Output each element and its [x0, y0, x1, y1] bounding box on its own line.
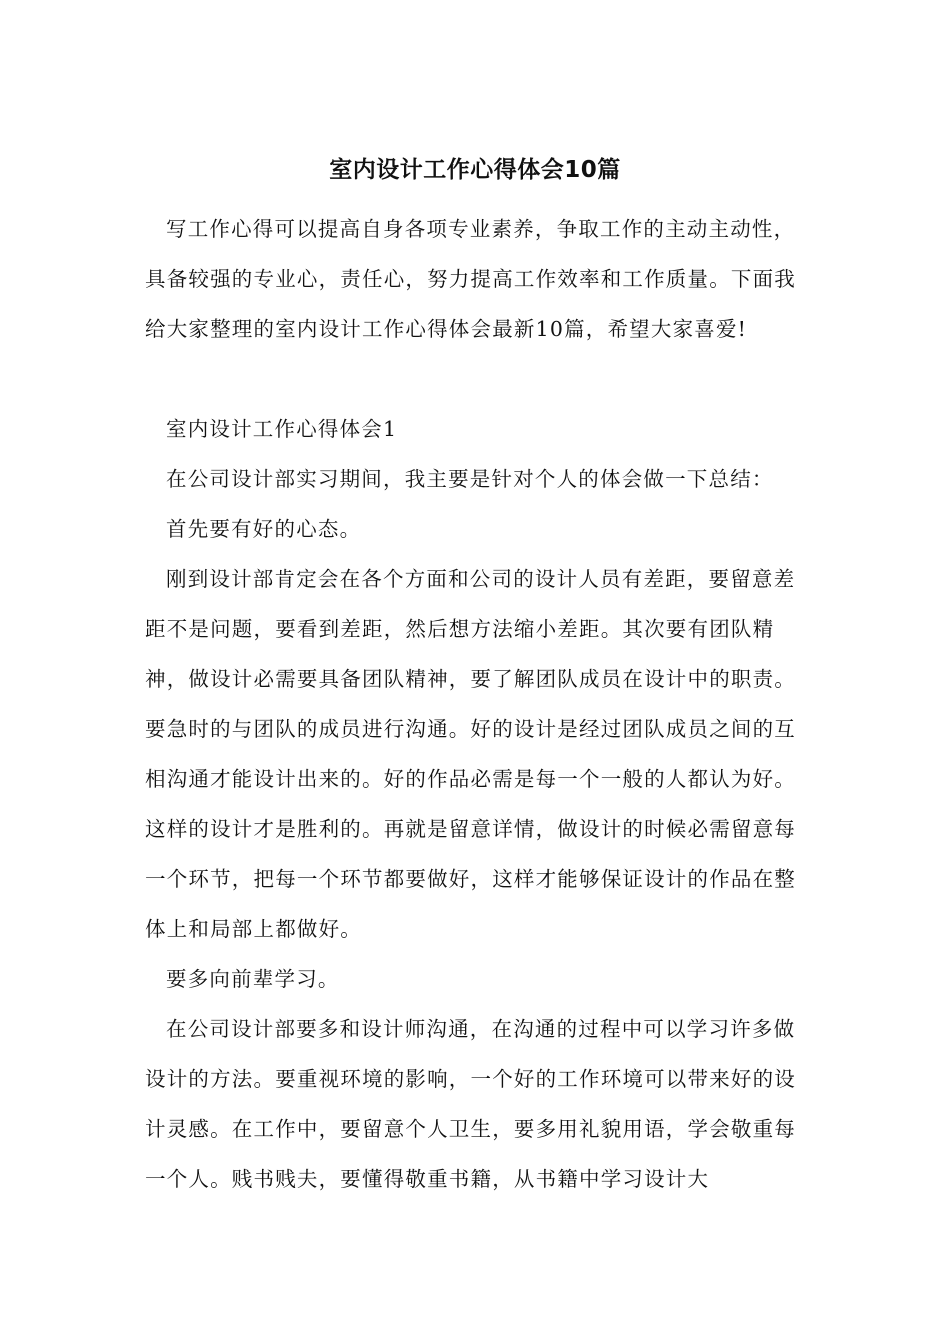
paragraph-spacer: [145, 354, 815, 404]
section-heading: 室内设计工作心得体会1: [166, 417, 398, 441]
document-title: 室内设计工作心得体会10篇: [329, 157, 621, 183]
body-paragraph: 刚到设计部肯定会在各个方面和公司的设计人员有差距，要留意差距不是问题，要看到差距，然后想方法缩小差距。其次要有团队精神，做设计必需要具备团队精神，要了解团队成员在设计中的职责。要急时的与团队的成员进行沟通。好的设计是经过团队成员之间的互相沟通才能设计出来的。好的作品必需是每一个一般的人都认为好。这样的设计才是胜利的。再就是留意详情，做设计的时候必需留意每一个环节，把每一个环节都要做好，这样才能够保证设计的作品在整体上和局部上都做好。: [145, 567, 796, 941]
body-paragraph: 在公司设计部要多和设计师沟通，在沟通的过程中可以学习许多做设计的方法。要重视环境的影响，一个好的工作环境可以带来好的设计灵感。在工作中，要留意个人卫生，要多用礼貌用语，学会敬重每一个人。贱书贱夫，要懂得敬重书籍，从书籍中学习设计大: [145, 1017, 796, 1191]
body-paragraph: 要多向前辈学习。: [166, 967, 340, 991]
document-body: [145, 204, 815, 1204]
intro-paragraph: 写工作心得可以提高自身各项专业素养，争取工作的主动主动性，具备较强的专业心，责任心，努力提高工作效率和工作质量。下面我给大家整理的室内设计工作心得体会最新10篇，希望大家喜爱!: [145, 217, 796, 341]
body-paragraph: 首先要有好的心态。: [166, 517, 362, 541]
body-paragraph: 在公司设计部实习期间，我主要是针对个人的体会做一下总结：: [166, 467, 774, 491]
